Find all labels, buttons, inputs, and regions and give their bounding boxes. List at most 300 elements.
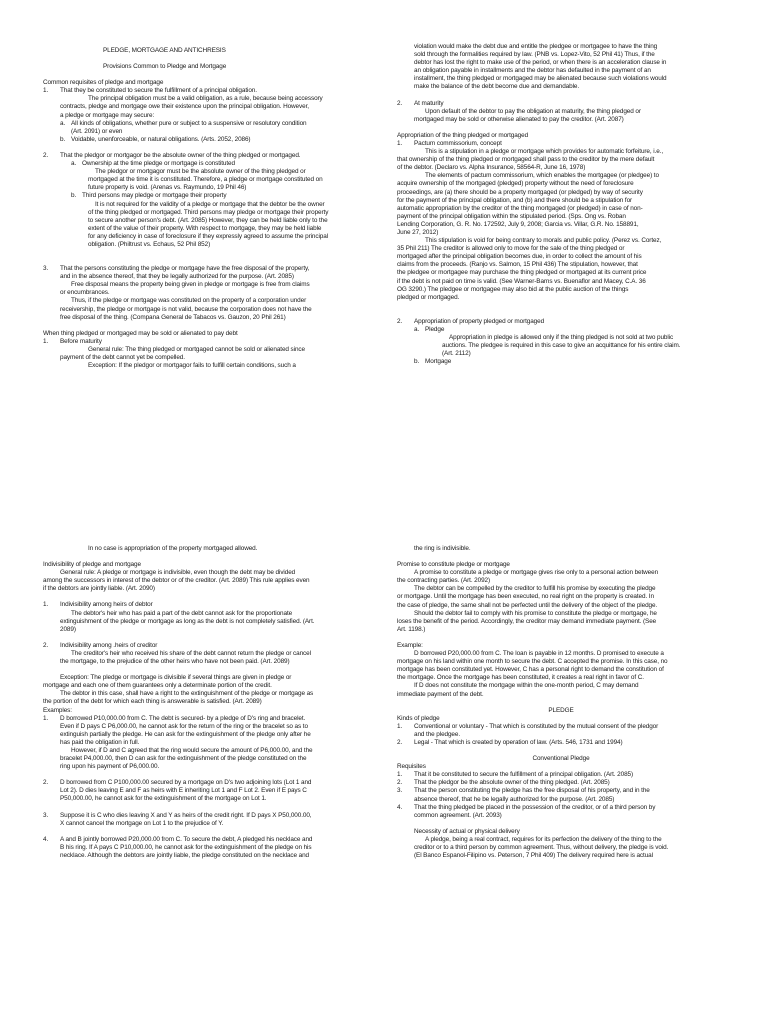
paragraph-gap — [397, 302, 725, 318]
numbered-item — [397, 779, 725, 787]
text-line — [43, 354, 373, 362]
line-text: or encumbrances. — [60, 289, 110, 297]
line-text: Art. 1198.) — [397, 625, 426, 633]
item-letter: b. — [71, 192, 77, 200]
line-text: and in the absence thereof, that they be legally authorized for the purpose. (Art. 2085) — [60, 273, 294, 281]
line-text: Kinds of pledge — [397, 714, 440, 722]
text-line — [397, 715, 725, 723]
line-text: installment, the thing pledged or mortgaged may be alienated because such violations would — [414, 75, 667, 83]
numbered-item — [43, 715, 373, 723]
text-line — [397, 253, 725, 261]
paragraph-gap — [43, 553, 373, 561]
numbered-item — [43, 265, 373, 273]
line-text: Appropriation in pledge is allowed only if the thing pledged is not sold at two public — [449, 334, 674, 341]
line-text: Appropriation of property pledged or mortgaged — [414, 317, 545, 325]
line-text: That it be constituted to secure the fulfillment of a principal obligation. (Art. 2085) — [414, 771, 634, 779]
line-text: That the persons constituting the pledge or mortgage have the free disposal of the property, — [60, 265, 310, 273]
lettered-item — [397, 326, 725, 334]
text-line — [397, 569, 725, 577]
line-text: That the thing pledged be placed in the possession of the creditor, or of a third person by — [414, 803, 656, 811]
text-line — [43, 682, 373, 690]
line-text: payment of the principal obligation within the stipulated period. (Sps. Ong vs. Roban — [397, 212, 626, 220]
item-letter: a. — [60, 119, 66, 127]
text-line — [43, 281, 373, 289]
line-text: of the thing pledged or mortgaged. Third persons may pledge or mortgage their property — [88, 208, 329, 216]
text-line — [43, 47, 373, 55]
line-text: the case of pledge, the same shall not be perfected until the delivery of the object of the pledge. — [397, 601, 658, 609]
line-text: (Art. 2112) — [442, 350, 471, 358]
text-line — [397, 577, 725, 585]
text-line — [43, 844, 373, 852]
numbered-item — [397, 787, 725, 795]
line-text: make the balance of the debt become due and demandable. — [414, 83, 580, 91]
line-text: Appropriation of the thing pledged or mortgaged — [397, 131, 529, 139]
line-text: However, if D and C agreed that the ring would secure the amount of P6,000.00, and the — [71, 746, 313, 754]
line-text: mortgage has been constituted yet. However, C has a personal right to demand the constitution of — [397, 666, 664, 674]
text-line — [43, 103, 373, 111]
text-line — [43, 95, 373, 103]
line-text: receivership, the pledge or mortgage is not valid, because the corporation does not have the — [60, 305, 312, 313]
line-text: the mortgage. Once the mortgage has been constituted, it creates a real right in favor of C. — [397, 674, 644, 682]
text-line — [43, 346, 373, 354]
text-line — [397, 674, 725, 682]
text-line — [397, 658, 725, 666]
text-line — [397, 852, 725, 860]
line-text: That the pledgor or mortgagor be the absolute owner of the thing pledged or mortgaged. — [60, 151, 301, 159]
item-number: 1. — [397, 771, 403, 779]
paragraph-gap — [43, 804, 373, 812]
text-line — [43, 314, 373, 322]
numbered-item — [397, 140, 725, 148]
text-line — [43, 545, 373, 553]
line-text: Provisions Common to Pledge and Mortgage — [103, 63, 227, 71]
numbered-item — [43, 338, 373, 346]
line-text: Suppose it is C who dies leaving X and Y as heirs of the credit right. If D pays X P50,000.00, — [60, 811, 312, 819]
text-line — [43, 297, 373, 305]
line-text: of the debtor. (Declaro vs. Alpha Insurance, 58564-R, June 16, 1978) — [397, 164, 586, 172]
text-line — [397, 602, 725, 610]
text-line — [397, 796, 725, 804]
line-text: bracelet P4,000.00, then D can ask for the extinguishment of the pledge constituted on the — [60, 755, 307, 763]
line-text: if the debtors are jointly liable. (Art. 2090) — [43, 585, 155, 593]
text-line — [43, 112, 373, 120]
text-line — [43, 626, 373, 634]
item-number: 4. — [397, 803, 403, 811]
text-line — [397, 561, 725, 569]
line-text: loses the benefit of the period. Accordingly, the creditor may demand immediate payment. (See — [397, 617, 657, 625]
line-text: It is not required for the validity of a pledge or mortgage that the debtor be the owner — [95, 200, 325, 208]
text-line — [397, 585, 725, 593]
text-line — [43, 176, 373, 184]
line-text: a pledge or mortgage may secure: — [60, 111, 155, 119]
paragraph-gap — [43, 71, 373, 79]
text-line — [43, 852, 373, 860]
text-line — [43, 723, 373, 731]
line-text: mortgaged may be sold or otherwise alienated to pay the creditor. (Art. 2087) — [414, 115, 624, 123]
text-line — [397, 108, 725, 116]
text-line — [397, 618, 725, 626]
line-text: P50,000.00, he cannot ask for the extinguishment of the mortgage on Lot 1. — [60, 795, 267, 803]
text-line — [397, 205, 725, 213]
text-line — [397, 261, 725, 269]
numbered-item — [43, 836, 373, 844]
line-text: creditor or to a third person by common agreement. Thus, without delivery, the pledge is void. — [414, 844, 669, 851]
text-line — [43, 273, 373, 281]
line-text: The creditor's heir who received his share of the debt cannot return the pledge or cancel — [71, 649, 311, 657]
numbered-item — [397, 739, 725, 747]
text-line — [397, 197, 725, 205]
paragraph-gap — [397, 634, 725, 642]
line-text: extinguishment of the pledge or mortgage as long as the debt is not completely satisfied. (Art. — [60, 617, 315, 625]
line-text: D borrowed P10,000.00 from C. The debt is secured- by a pledge of D's ring and bracelet. — [60, 714, 306, 722]
text-line — [397, 626, 725, 634]
line-text: A pledge, being a real contract, requires for its perfection the delivery of the thing to the — [425, 835, 662, 843]
line-text: Upon default of the debtor to pay the obligation at maturity, the thing pledged or — [425, 107, 641, 115]
line-text: pledged or mortgaged. — [397, 293, 460, 301]
item-number: 1. — [43, 714, 49, 722]
line-text: D borrowed from C P100,000.00 secured by a mortgage on D's two adjoining lots (Lot 1 and — [60, 779, 312, 787]
text-line — [43, 209, 373, 217]
section-heading — [397, 755, 725, 763]
text-line — [397, 731, 725, 739]
item-number: 1. — [397, 722, 403, 730]
line-text: the contracting parties. (Art. 2092) — [397, 577, 491, 585]
text-line — [43, 618, 373, 626]
line-text: for any deficiency in case of foreclosure if they expressly agreed to assume the principal — [88, 232, 329, 240]
item-letter: a. — [71, 160, 77, 168]
line-text: Indivisibility of pledge and mortgage — [43, 561, 141, 569]
line-text: 35 Phil 211) The creditor is allowed only to move for the sale of the thing pledged or — [397, 245, 625, 253]
line-text: Ownership at the time pledge or mortgage is constituted — [82, 160, 235, 168]
line-text: This stipulation is void for being contrary to morals and public policy. (Perez vs. Cortez, — [425, 237, 662, 245]
item-number: 4. — [43, 835, 49, 843]
text-line — [43, 731, 373, 739]
paragraph-gap — [43, 828, 373, 836]
line-text: Requisites — [397, 763, 426, 771]
numbered-item — [43, 601, 373, 609]
text-line — [43, 650, 373, 658]
numbered-item — [43, 642, 373, 650]
line-text: B his ring. If A pays C P10,000.00, he cannot ask for the extinguishment of the pledge on his — [60, 843, 312, 851]
line-text: That they be constituted to secure the fulfillment of a principal obligation. — [60, 87, 257, 95]
line-text: mortgaged at the time it is constituted. Therefore, a pledge or mortgage constituted on — [88, 176, 323, 184]
text-line — [397, 593, 725, 601]
text-line — [43, 217, 373, 225]
paragraph-gap — [43, 55, 373, 63]
line-text: PLEDGE, MORTGAGE AND ANTICHRESIS — [103, 47, 226, 54]
line-text: The debtor can be compelled by the creditor to fulfill his promise by executing the pledge — [414, 585, 656, 593]
text-line — [43, 289, 373, 297]
line-text: Thus, if the pledge or mortgage was constituted on the property of a corporation under — [71, 297, 307, 305]
text-line — [43, 168, 373, 176]
line-text: to secure another person's debt. (Art. 2085) However, they can be held liable only to the — [88, 216, 328, 224]
text-line — [397, 334, 725, 342]
line-text: Free disposal means the property being given in pledge or mortgage is free from claims — [71, 281, 310, 289]
line-text: violation would make the debt due and entitle the pledgee or mortgagee to have the thing — [414, 43, 658, 50]
numbered-item — [43, 779, 373, 787]
text-line — [43, 569, 373, 577]
numbered-item — [397, 804, 725, 812]
lettered-item — [397, 358, 725, 366]
line-text: D borrowed P20,000.00 from C. The loan is payable in 12 months. D promised to execute a — [414, 650, 664, 658]
line-text: (Art. 2091) or even — [71, 127, 123, 135]
paragraph-gap — [43, 666, 373, 674]
text-line — [43, 330, 373, 338]
numbered-item — [43, 812, 373, 820]
line-text: Conventional Pledge — [532, 755, 590, 763]
line-text: General rule: A pledge or mortgage is indivisible, even though the debt may be divided — [60, 569, 296, 577]
item-number: 2. — [43, 641, 49, 649]
text-line — [43, 225, 373, 233]
paragraph-gap — [43, 322, 373, 330]
paragraph-gap — [43, 634, 373, 642]
lettered-item — [43, 160, 373, 168]
line-text: Even if D pays C P6,000.00, he cannot ask for the return of the ring or the bracelet so as to — [60, 722, 308, 730]
line-text: the ring is indivisible. — [414, 545, 471, 552]
line-text: This is a stipulation in a pledge or mortgage which provides for automatic forfeiture, i.e., — [425, 148, 664, 156]
line-text: That the person constituting the pledge has the free disposal of his property, and in the — [414, 787, 650, 795]
line-text: Exception: The pledge or mortgage is divisible if several things are given in pledge or — [60, 674, 292, 682]
text-line — [43, 787, 373, 795]
text-line — [43, 690, 373, 698]
text-line — [43, 658, 373, 666]
line-text: an obligation payable in installments and the debtor has defaulted in the payment of an — [414, 67, 651, 75]
line-text: Conventional or voluntary - That which is constituted by the mutual consent of the pledgor — [414, 722, 659, 730]
text-line — [43, 184, 373, 192]
text-line — [43, 795, 373, 803]
lettered-item — [43, 120, 373, 128]
text-line — [43, 698, 373, 706]
item-number: 3. — [397, 787, 403, 795]
text-line — [397, 812, 725, 820]
line-text: Legal - That which is created by operation of law. (Arts. 546, 1731 and 1994) — [414, 738, 623, 746]
line-text: Common requisites of pledge and mortgage — [43, 79, 164, 87]
item-number: 2. — [43, 151, 49, 159]
text-line — [397, 67, 725, 75]
line-text: At maturity — [414, 99, 444, 107]
item-number: 3. — [43, 265, 49, 273]
text-line — [43, 739, 373, 747]
item-letter: b. — [414, 358, 420, 366]
line-text: Examples: — [43, 706, 72, 714]
line-text: PLEDGE — [548, 706, 574, 714]
text-line — [397, 682, 725, 690]
section-heading — [397, 707, 725, 715]
text-line — [43, 820, 373, 828]
line-text: contracts, pledge and mortgage owe their existence upon the principal obligation. However, — [60, 103, 309, 111]
line-text: Indivisibility among heirs of debtor — [60, 601, 153, 609]
item-number: 2. — [397, 779, 403, 787]
text-line — [43, 128, 373, 136]
numbered-item — [43, 87, 373, 95]
paragraph-gap — [397, 699, 725, 707]
text-line — [397, 342, 725, 350]
text-line — [43, 610, 373, 618]
text-line — [397, 156, 725, 164]
line-text: When thing pledged or mortgaged may be sold or alienated to pay debt — [43, 329, 238, 337]
text-line — [397, 286, 725, 294]
text-line — [397, 763, 725, 771]
line-text: for the payment of the principal obligation, and (b) and there should be a stipulation for — [397, 196, 633, 204]
line-text: The elements of pactum commissorium, which enables the mortgagee (or pledgee) to — [425, 172, 659, 180]
line-text: mortgage on his land within one month to secure the debt. C accepted the promise. In this case, no — [397, 658, 668, 666]
line-text: A promise to constitute a pledge or mortgage gives rise only to a personal action between — [414, 569, 659, 577]
line-text: A and B jointly borrowed P20,000.00 from C. To secure the debt, A pledged his necklace and — [60, 835, 313, 843]
item-number: 1. — [43, 601, 49, 609]
paragraph-gap — [43, 593, 373, 601]
line-text: Third persons may pledge or mortgage their property — [82, 192, 227, 200]
line-text: the pledgee or mortgagee may purchase the thing pledged or mortgaged at its current price — [397, 269, 647, 277]
line-text: Pledge — [425, 325, 445, 333]
line-text: Lot 2). D dies leaving E and F as heirs with E inheriting Lot 1 and F Lot 2. Even if E pays C — [60, 787, 307, 795]
text-line — [397, 836, 725, 844]
text-line — [397, 828, 725, 836]
line-text: ring upon his payment of P6,000.00. — [60, 763, 160, 771]
item-number: 1. — [43, 337, 49, 345]
text-line — [397, 278, 725, 286]
text-line — [397, 83, 725, 91]
text-line — [43, 362, 373, 370]
text-line — [397, 213, 725, 221]
line-text: Indivisibility among .heirs of creditor — [60, 641, 158, 649]
text-line — [43, 241, 373, 249]
paragraph-gap — [397, 92, 725, 100]
page-top-left-column — [43, 47, 373, 370]
line-text: auctions. The pledgee is required in this case to give an acquittance for his entire claim. — [442, 342, 681, 350]
line-text: (El Banco Espanol-Filipino vs. Peterson, 7 Phil 409) The delivery required here is actual — [414, 852, 653, 860]
line-text: All kinds of obligations, whether pure or subject to a suspensive or resolutory condition — [71, 119, 307, 127]
line-text: claims from the proceeds. (Ranjo vs. Salmon, 15 Phil 436) The stipulation, however, that — [397, 261, 638, 269]
line-text: Should the debtor fail to comply with his promise to constitute the pledge or mortgage, he — [414, 609, 657, 617]
line-text: and the pledgee. — [414, 730, 461, 738]
line-text: sold through the formalities required by law. (PNB vs. Lopez-Vito, 52 Phil 41) Thus, if the — [414, 51, 655, 59]
text-line — [43, 707, 373, 715]
text-line — [397, 172, 725, 180]
item-number: 2. — [397, 317, 403, 325]
line-text: obligation. (Philtrust vs. Echaus, 52 Phil 852) — [88, 240, 211, 248]
text-line — [397, 221, 725, 229]
line-text: Promise to constitute pledge or mortgage — [397, 561, 510, 569]
line-text: the mortgage, to the prejudice of the other heirs who have not been paid. (Art. 2089) — [60, 658, 290, 666]
text-line — [397, 116, 725, 124]
text-line — [397, 650, 725, 658]
line-text: immediate payment of the debt. — [397, 690, 484, 698]
line-text: The pledgor or mortgagor must be the absolute owner of the thing pledged or — [95, 168, 306, 176]
item-letter: b. — [60, 135, 66, 143]
line-text: among the successors in interest of the debtor or of the creditor. (Art. 2089) This rule applies even — [43, 577, 310, 585]
paragraph-gap — [397, 747, 725, 755]
text-line — [397, 164, 725, 172]
numbered-item — [397, 771, 725, 779]
line-text: extent of the value of their property. With respect to mortgage, they may be held liable — [88, 224, 322, 232]
text-line — [397, 43, 725, 51]
paragraph-gap — [397, 553, 725, 561]
line-text: the portion of the debt for which each thing is answerable is satisfied. (Art. 2089) — [43, 698, 262, 706]
line-text: necklace. Although the debtors are jointly liable, the pledge constituted on the necklace and — [60, 851, 309, 859]
line-text: Voidable, unenforceable, or natural obligations. (Arts. 2052, 2086) — [71, 135, 251, 143]
line-text: X cannot cancel the mortgage on Lot 1 to the prejudice of Y. — [60, 819, 224, 827]
text-line — [43, 755, 373, 763]
line-text: proceedings, are (a) there should be a property mortgaged (or pledged) by way of security — [397, 188, 643, 196]
paragraph-gap — [43, 771, 373, 779]
line-text: The debtor in this case, shall have a right to the extinguishment of the pledge or mortgage as — [60, 690, 314, 698]
text-line — [43, 747, 373, 755]
line-text: payment of the debt cannot yet be compelled. — [60, 354, 185, 361]
line-text: Exception: If the pledgor or mortgagor fails to fulfill certain conditions, such a — [88, 362, 296, 370]
line-text: has paid the obligation in full. — [60, 738, 140, 746]
line-text: Lending Corporation, G. R. No. 172592, July 9, 2008; Garcia vs. Villar, G.R. No. 158891, — [397, 220, 639, 228]
text-line — [397, 294, 725, 302]
line-text: extinguish partially the pledge. He can ask for the extinguishment of the pledge only after he — [60, 730, 311, 738]
line-text: absence thereof, that he be legally authorized for the purpose. (Art. 2085) — [414, 795, 615, 803]
line-text: The principal obligation must be a valid obligation, as a rule, because being accessory — [88, 95, 323, 103]
line-text: General rule: The thing pledged or mortgaged cannot be sold or alienated since — [88, 345, 305, 353]
text-line — [43, 577, 373, 585]
text-line — [397, 642, 725, 650]
numbered-item — [397, 100, 725, 108]
text-line — [397, 59, 725, 67]
item-number: 2. — [397, 738, 403, 746]
text-line — [43, 763, 373, 771]
line-text: that ownership of the thing pledged or mortgaged shall pass to the creditor by the mere default — [397, 156, 655, 164]
line-text: future property is void. (Arenas vs. Raymundo, 19 Phil 46) — [88, 184, 247, 192]
text-line — [397, 180, 725, 188]
item-number: 2. — [43, 779, 49, 787]
line-text: Mortgage — [425, 358, 452, 366]
page-bottom-left-column — [43, 545, 373, 860]
text-line — [43, 674, 373, 682]
text-line — [397, 844, 725, 852]
text-line — [397, 350, 725, 358]
paragraph-gap — [397, 820, 725, 828]
text-line — [397, 245, 725, 253]
line-text: or mortgage. Until the mortgage has been executed, no real right on the property is created. In — [397, 593, 654, 601]
line-text: June 27, 2012) — [397, 228, 439, 236]
line-text: Before maturity — [60, 337, 102, 345]
line-text: debtor has lost the right to make use of the period, or when there is an acceleration clause in — [414, 59, 667, 67]
text-line — [397, 545, 725, 553]
text-line — [397, 691, 725, 699]
text-line — [43, 306, 373, 314]
line-text: acquire ownership of the mortgaged (pledged) property without the need of foreclosure — [397, 180, 634, 188]
line-text: if the debt is not paid on time is valid. (See Warner-Barns vs. Buenaflor and Macey, C.A. 36 — [397, 277, 646, 285]
page-top-right-column — [397, 43, 725, 366]
line-text: free disposal of the thing. (Compana General de Tabacos vs. Gauzon, 20 Phil 261) — [60, 313, 286, 321]
text-line — [397, 75, 725, 83]
item-number: 1. — [43, 87, 49, 95]
numbered-item — [397, 723, 725, 731]
item-letter: a. — [414, 325, 420, 333]
text-line — [397, 237, 725, 245]
item-number: 2. — [397, 99, 403, 107]
text-line — [397, 132, 725, 140]
text-line — [397, 666, 725, 674]
text-line — [397, 148, 725, 156]
text-line — [43, 79, 373, 87]
paragraph-gap — [43, 144, 373, 152]
line-text: Pactum commissorium, concept — [414, 139, 502, 147]
lettered-item — [43, 192, 373, 200]
numbered-item — [397, 318, 725, 326]
line-text: Necessity of actual or physical delivery — [414, 827, 520, 835]
line-text: That the pledgor be the absolute owner of the thing pledged. (Art. 2085) — [414, 779, 610, 787]
text-line — [43, 201, 373, 209]
line-text: In no case is appropriation of the property mortgaged allowed. — [88, 545, 258, 552]
text-line — [397, 229, 725, 237]
line-text: mortgage and each one of them guarantees only a determinate portion of the credit. — [43, 682, 272, 690]
line-text: automatic appropriation by the creditor of the thing mortgaged (or pledged) in case of non- — [397, 204, 643, 212]
text-line — [43, 63, 373, 71]
